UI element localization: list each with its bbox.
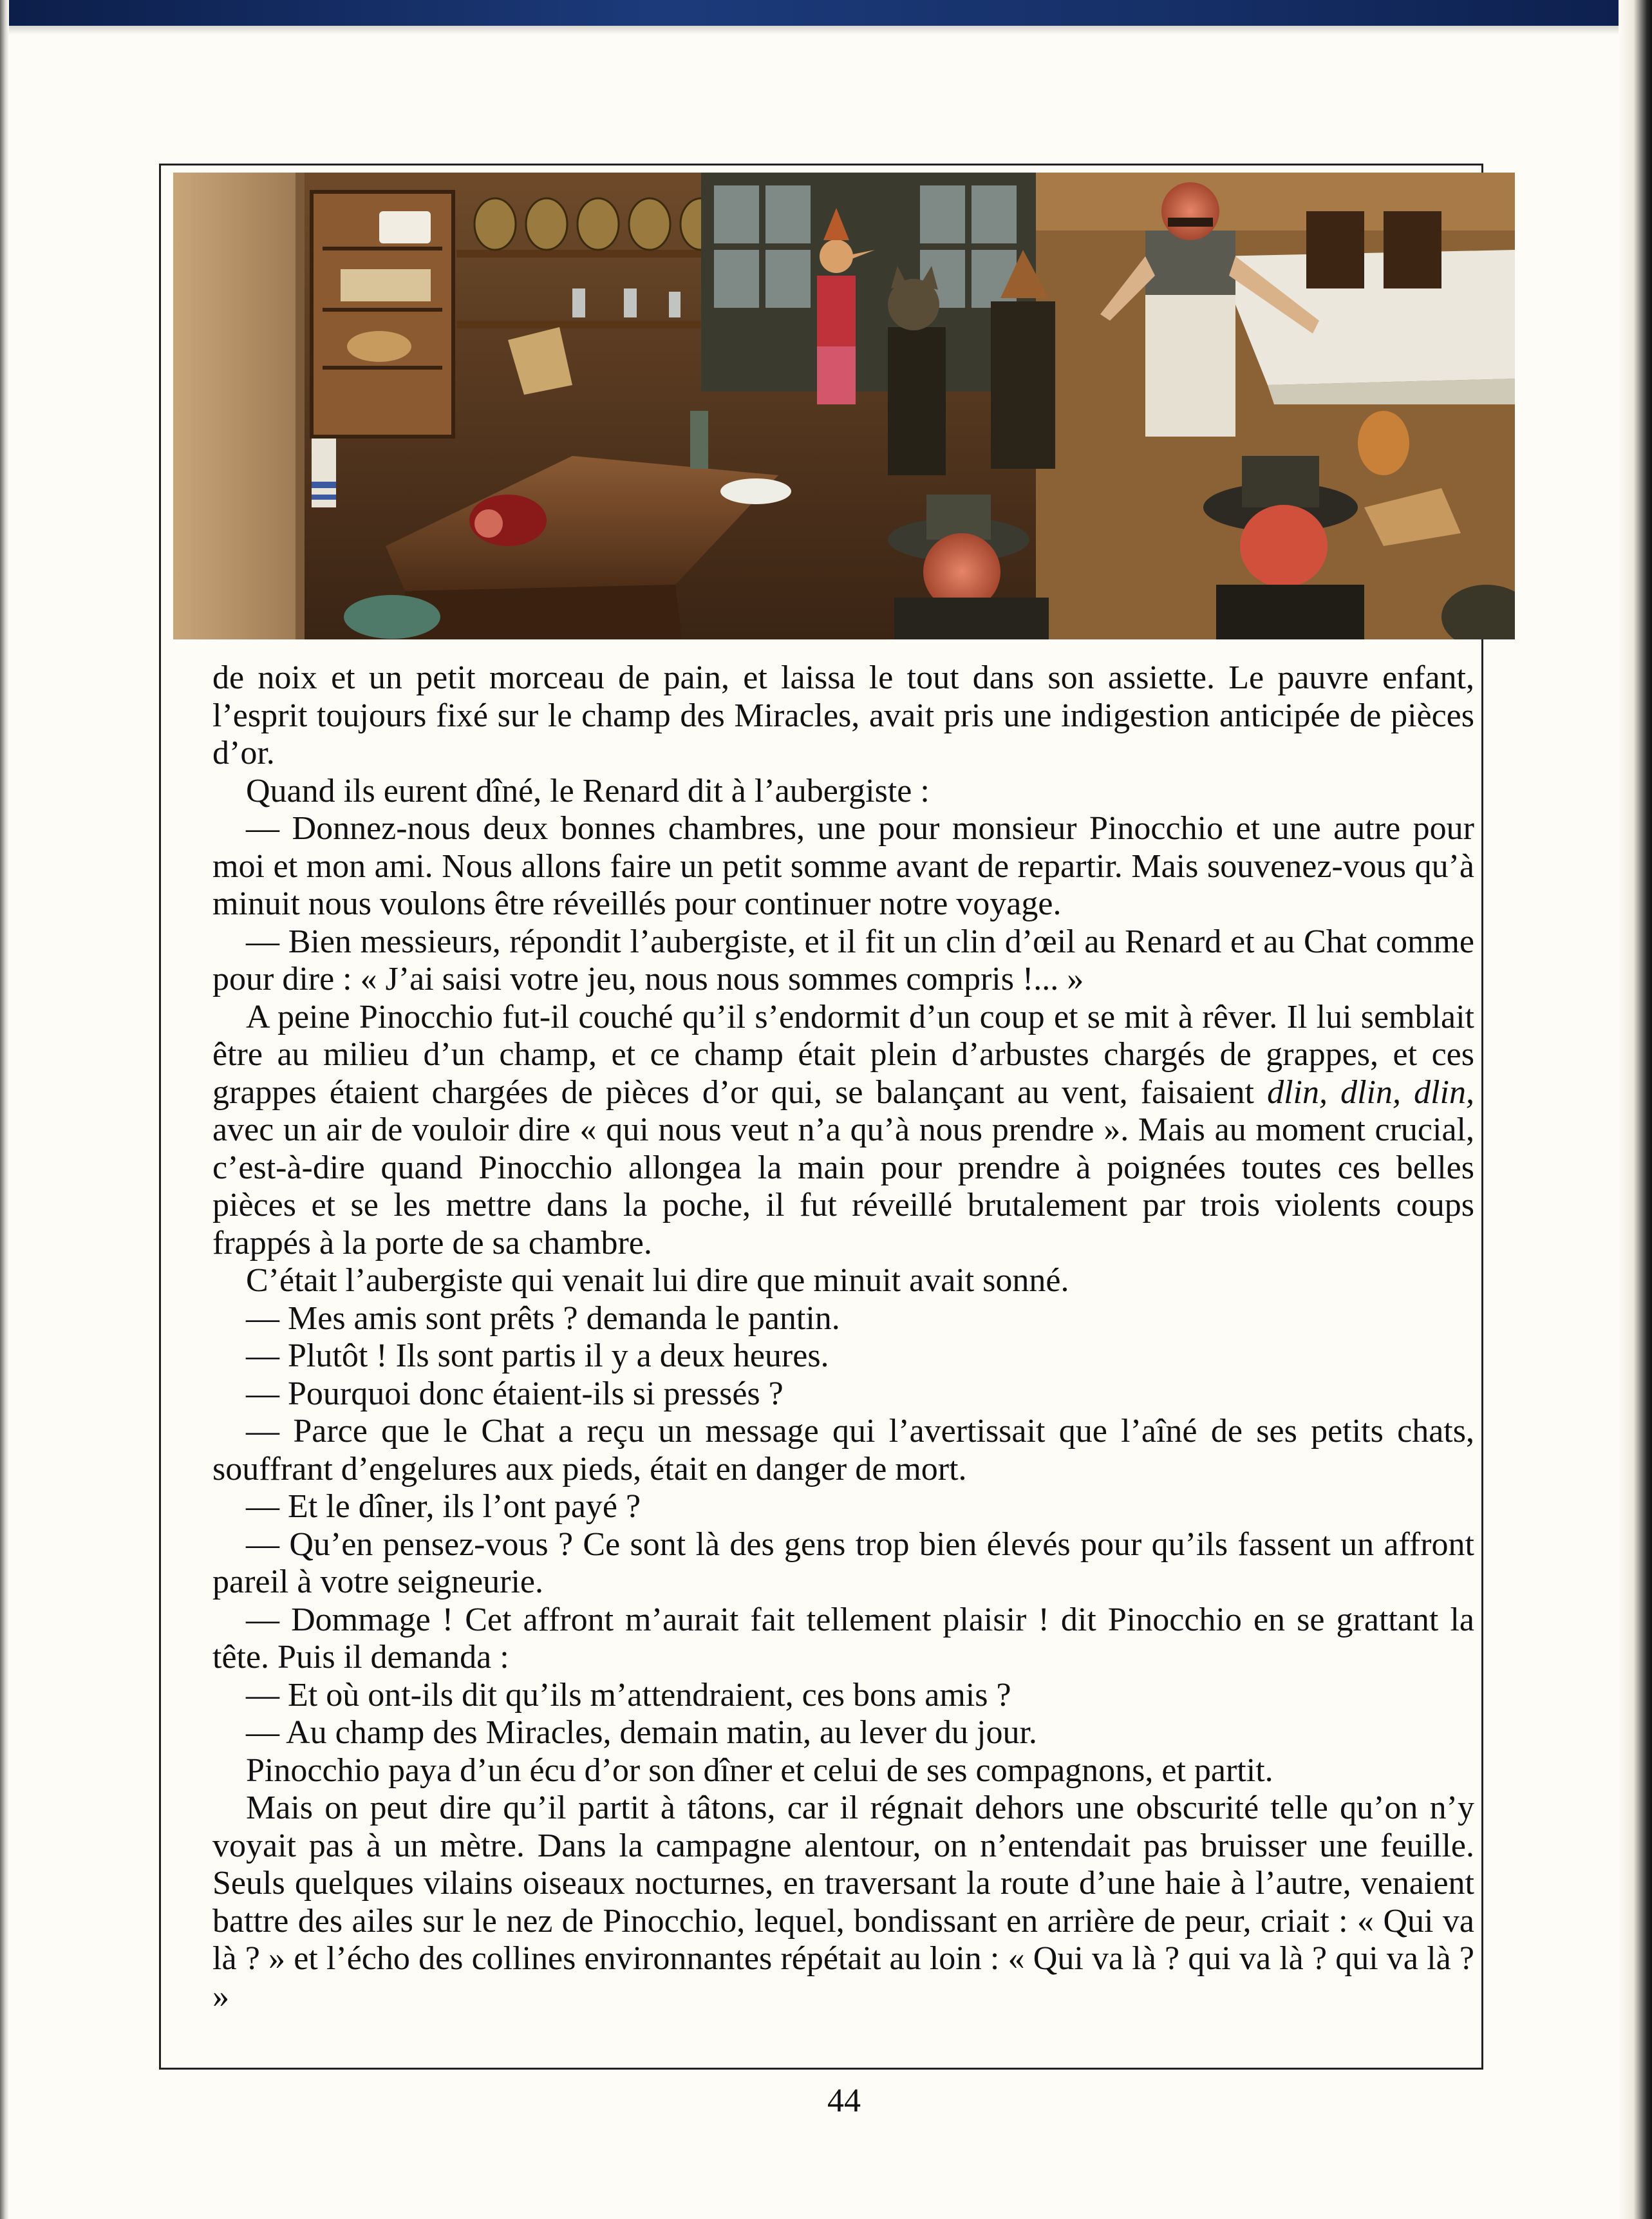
page-right-edge <box>1619 0 1652 2219</box>
paragraph: de noix et un petit morceau de pain, et laissa le tout dans son assiette. Le pauvre enfant, l’esprit toujours fixé sur le champ des Miracles, avait pris une indigestion anticipée de pièces d’or. <box>212 659 1474 771</box>
paragraph-text: A peine Pinocchio fut-il couché qu’il s’endormit d’un coup et se mit à rêver. Il lui semblait être au milieu d’un champ, et ce champ était plein d’arbustes chargés de grappes, et ces grappes étaient chargées de pièces d’or qui, se balançant au vent, faisaient <box>212 998 1474 1111</box>
paragraph: Mais on peut dire qu’il partit à tâtons, car il régnait dehors une obscurité telle qu’on n’y voyait pas à un mètre. Dans la campagne alentour, on n’entendait pas bruisser une feuille. Seuls quelques vilains oiseaux nocturnes, en traversant la route d’une haie à l’autre, venaient battre des ailes sur le nez de Pinocchio, lequel, bondissant en arrière de peur, criait : « Qui va là ? » et l’écho des collines environnantes répétait au loin : « Qui va là ? qui va là ? qui va là ? » <box>212 1789 1474 2015</box>
page-number: 44 <box>827 2082 861 2119</box>
paragraph: — Donnez-nous deux bonnes chambres, une pour monsieur Pinocchio et une autre pour moi et mon ami. Nous allons faire un petit somme avant de repartir. Mais souvenez-vous qu’à minuit nous voulons être réveillés pour continuer notre voyage. <box>212 810 1474 922</box>
paragraph: — Et le dîner, ils l’ont payé ? <box>246 1488 641 1525</box>
tavern-illustration <box>173 173 1515 639</box>
paragraph: — Au champ des Miracles, demain matin, au lever du jour. <box>246 1714 1037 1751</box>
paragraph: — Dommage ! Cet affront m’aurait fait tellement plaisir ! dit Pinocchio en se grattant la tête. Puis il demanda : <box>212 1601 1474 1676</box>
paragraph-text: avec un air de vouloir dire « qui nous veut n’a qu’à nous prendre ». Mais au moment crucial, c’est-à-dire quand Pinocchio allongea la main pour prendre à poignées toutes ces belles pièces et se les mettre dans la poche, il fut réveillé brutalement par trois violents coups frappés à la porte de sa chambre. <box>212 1111 1474 1261</box>
paragraph: — Qu’en pensez-vous ? Ce sont là des gens trop bien élevés pour qu’ils fassent un affront pareil à votre seigneurie. <box>212 1525 1474 1600</box>
page-shadow <box>0 26 1652 35</box>
paragraph <box>212 999 1474 1263</box>
page-left-edge <box>0 0 9 2219</box>
paragraph: — Parce que le Chat a reçu un message qui l’avertissait que l’aîné de ses petits chats, souffrant d’engelures aux pieds, était en danger de mort. <box>212 1413 1474 1487</box>
italic-onomatopoeia: dlin, dlin, dlin, <box>1267 1073 1474 1111</box>
paragraph: — Plutôt ! Ils sont partis il y a deux heures. <box>246 1337 829 1374</box>
paragraph: — Pourquoi donc étaient-ils si pressés ? <box>246 1375 784 1412</box>
paragraph: — Et où ont-ils dit qu’ils m’attendraient, ces bons amis ? <box>246 1676 1011 1714</box>
paragraph: Pinocchio paya d’un écu d’or son dîner et celui de ses compagnons, et partit. <box>246 1752 1273 1789</box>
story-text <box>212 659 1474 2016</box>
book-cover-edge <box>0 0 1652 26</box>
paragraph: — Bien messieurs, répondit l’aubergiste, et il fit un clin d’œil au Renard et au Chat comme pour dire : « J’ai saisi votre jeu, nous nous sommes compris !... » <box>212 923 1474 997</box>
paragraph: — Mes amis sont prêts ? demanda le pantin. <box>246 1299 840 1337</box>
paragraph: Quand ils eurent dîné, le Renard dit à l’aubergiste : <box>246 772 930 809</box>
paragraph: C’était l’aubergiste qui venait lui dire que minuit avait sonné. <box>246 1262 1069 1299</box>
